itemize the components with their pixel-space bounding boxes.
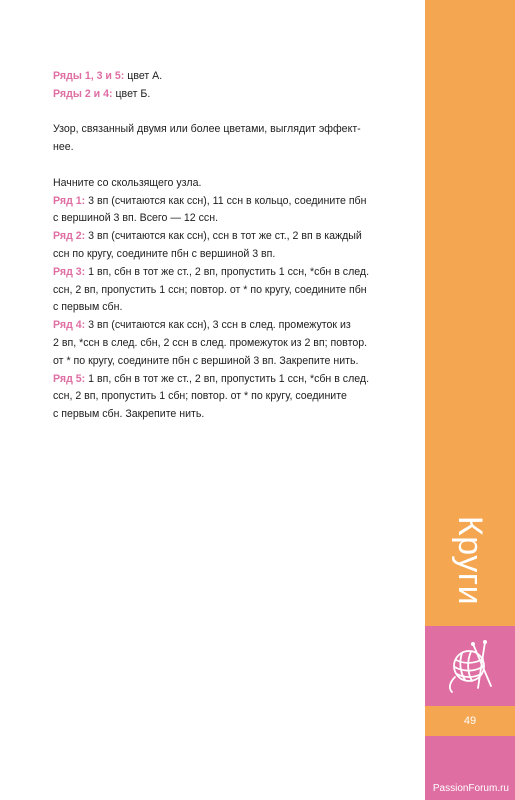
row-2-line-1	[53, 228, 405, 246]
row-5-text: 1 вп, сбн в тот же ст., 2 вп, пропустить 1 ссн, *сбн в след.	[85, 372, 370, 385]
color-text-b: цвет Б.	[112, 87, 151, 100]
row-1-line-1	[53, 193, 405, 211]
page-number: 49	[463, 715, 477, 727]
note-line-1: Узор, связанный двумя или более цветами, выглядит эффект-	[53, 123, 361, 136]
row-2-text: 3 вп (считаются как ссн), ссн в тот же ст., 2 вп в каждый	[85, 230, 362, 243]
row-4-label: Ряд 4:	[53, 319, 86, 332]
row-3-label: Ряд 3:	[53, 265, 86, 278]
spacer	[53, 157, 405, 175]
color-line-b	[53, 86, 405, 104]
note-line-2: нее.	[53, 141, 74, 154]
row-2-label: Ряд 2:	[53, 230, 86, 243]
row-4-line-1	[53, 317, 405, 335]
row-3-line-2: ссн, 2 вп, пропустить 1 ссн; повтор. от * по кругу, соедините пбн	[53, 283, 367, 296]
row-3-line-1	[53, 264, 405, 282]
row-5-label: Ряд 5:	[53, 372, 86, 385]
row-5-line-3: с первым сбн. Закрепите нить.	[53, 408, 205, 421]
watermark: PassionForum.ru	[432, 783, 509, 794]
color-label-b: Ряды 2 и 4:	[53, 87, 113, 100]
color-text-a: цвет А.	[124, 70, 163, 82]
color-label-a: Ряды 1, 3 и 5:	[53, 70, 125, 82]
sidebar-pink-band	[425, 626, 515, 706]
row-1-label: Ряд 1:	[53, 194, 86, 207]
row-3-text: 1 вп, сбн в тот же ст., 2 вп, пропустить 1 ссн, *сбн в след.	[85, 265, 370, 278]
row-5-line-2: ссн, 2 вп, пропустить 1 сбн; повтор. от * по кругу, соедините	[53, 390, 347, 403]
section-title-text: Круги	[451, 515, 490, 605]
intro-line: Начните со скользящего узла.	[53, 176, 202, 189]
pattern-text	[53, 68, 405, 424]
section-title	[425, 500, 515, 620]
row-2-line-2: ссн по кругу, соедините пбн с вершиной 3 вп.	[53, 247, 276, 260]
row-1-line-2: с вершиной 3 вп. Всего — 12 ссн.	[53, 212, 219, 225]
color-line-a	[53, 68, 405, 86]
row-4-line-2: 2 вп, *ссн в след. сбн, 2 ссн в след. промежуток из 2 вп; повтор.	[53, 336, 368, 349]
row-4-line-3: от * по кругу, соедините пбн с вершиной 3 вп. Закрепите нить.	[53, 354, 359, 367]
row-1-text: 3 вп (считаются как ссн), 11 ссн в кольцо, соедините пбн	[85, 194, 367, 207]
yarn-ball-with-needles-icon	[442, 636, 500, 696]
row-3-line-3: с первым сбн.	[53, 301, 123, 314]
spacer	[53, 104, 405, 122]
page-number-band	[425, 706, 515, 736]
row-4-text: 3 вп (считаются как ссн), 3 ссн в след. промежуток из	[85, 319, 351, 332]
row-5-line-1	[53, 371, 405, 389]
